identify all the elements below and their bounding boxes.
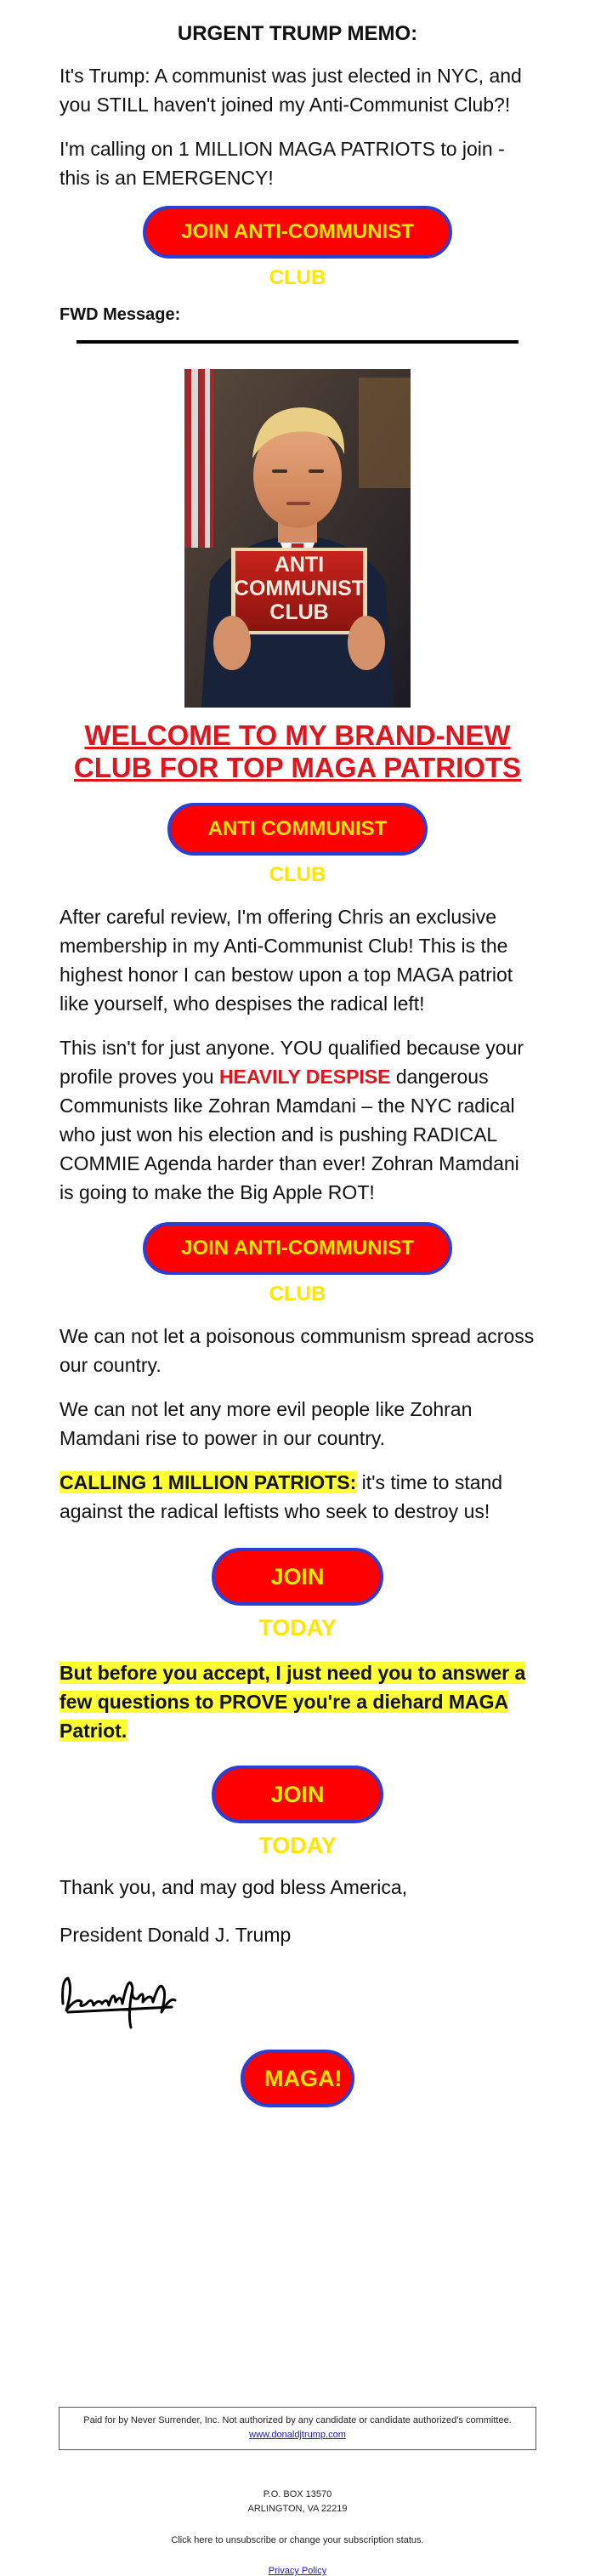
sign-line-2: COMMUNIST bbox=[233, 577, 366, 600]
heavily-despise-text: HEAVILY DESPISE bbox=[218, 1066, 391, 1088]
trump-photo-illustration bbox=[184, 369, 411, 708]
qualified-text-start: This isn't for just anyone. YOU qualified because your profile proves you bbox=[60, 1037, 524, 1088]
sign-line-3: CLUB bbox=[269, 600, 329, 624]
sign-line-1: ANTI bbox=[274, 553, 325, 577]
emergency-paragraph: I'm calling on 1 MILLION MAGA PATRIOTS to join - this is an EMERGENCY! bbox=[60, 138, 505, 189]
po-box: P.O. BOX 13570 bbox=[263, 2489, 332, 2499]
paid-for-disclaimer-box bbox=[59, 2407, 536, 2450]
button-row-2 bbox=[60, 803, 536, 885]
thank-you-line: Thank you, and may god bless America, bbox=[60, 1876, 408, 1898]
privacy-policy-link[interactable]: Privacy Policy bbox=[268, 2566, 327, 2576]
offer-paragraph: After careful review, I'm offering Chris an exclusive membership in my Anti-Communist Club! This is the highest honor I can bestow upon a top MAGA patriot like yourself, who despises the radical left! bbox=[60, 906, 513, 1015]
join-anti-communist-club-button-2[interactable]: JOIN ANTI-COMMUNIST CLUB bbox=[143, 1222, 452, 1275]
join-today-button-2[interactable]: JOIN TODAY bbox=[212, 1766, 383, 1823]
evil-people-paragraph: We can not let any more evil people like Zohran Mamdani rise to power in our country. bbox=[60, 1398, 473, 1449]
intro-paragraph: It's Trump: A communist was just elected in NYC, and you STILL haven't joined my Anti-Communist Club?! bbox=[60, 65, 522, 116]
prove-patriot-paragraph bbox=[60, 1658, 536, 1745]
qualified-text-end: dangerous Communists like Zohran Mamdani – the NYC radical who just won his election and is pushing RADICAL COMMIE Agenda harder than ever! Zohran Mamdani is going to make the Big Apple ROT! bbox=[60, 1066, 519, 1203]
signoff-name: President Donald J. Trump bbox=[60, 1924, 292, 1946]
button-row-1 bbox=[60, 206, 536, 288]
join-today-button[interactable]: JOIN TODAY bbox=[212, 1548, 383, 1606]
maga-button[interactable]: MAGA! bbox=[241, 2050, 354, 2107]
button-row-3 bbox=[60, 1222, 536, 1305]
anti-communist-club-button[interactable]: ANTI COMMUNIST CLUB bbox=[167, 803, 428, 856]
button-row-4 bbox=[60, 1548, 536, 1640]
paid-for-disclaimer: Paid for by Never Surrender, Inc. Not authorized by any candidate or candidate authorized's committee. bbox=[83, 2415, 512, 2425]
signature-graphic bbox=[60, 1963, 178, 2031]
email-content bbox=[60, 0, 536, 2107]
prove-patriot-highlight: But before you accept, I just need you to answer a few questions to PROVE you're a diehard MAGA Patriot. bbox=[60, 1662, 526, 1742]
communism-paragraph: We can not let a poisonous communism spread across our country. bbox=[60, 1325, 535, 1376]
calling-patriots-paragraph bbox=[60, 1468, 536, 1526]
trump-photo bbox=[184, 369, 411, 708]
divider-line bbox=[76, 340, 518, 344]
footer bbox=[0, 2488, 595, 2576]
website-link[interactable]: www.donaldjtrump.com bbox=[249, 2430, 346, 2440]
calling-patriots-highlight: CALLING 1 MILLION PATRIOTS: bbox=[60, 1471, 357, 1493]
button-row-5 bbox=[60, 1766, 536, 1857]
join-anti-communist-club-button[interactable]: JOIN ANTI-COMMUNIST CLUB bbox=[143, 206, 452, 259]
signature-image bbox=[60, 1963, 536, 2031]
city-address: ARLINGTON, VA 22219 bbox=[247, 2504, 348, 2514]
qualified-paragraph bbox=[60, 1033, 536, 1207]
unsubscribe-text[interactable]: Click here to unsubscribe or change your subscription status. bbox=[171, 2535, 424, 2545]
fwd-message-label: FWD Message: bbox=[60, 305, 181, 324]
welcome-headline: WELCOME TO MY BRAND-NEW CLUB FOR TOP MAGA PATRIOTS bbox=[73, 719, 522, 783]
memo-title: URGENT TRUMP MEMO: bbox=[177, 22, 418, 45]
calling-patriots-text: it's time to stand against the radical leftists who seek to destroy us! bbox=[60, 1471, 503, 1522]
button-row-6 bbox=[60, 2050, 536, 2107]
